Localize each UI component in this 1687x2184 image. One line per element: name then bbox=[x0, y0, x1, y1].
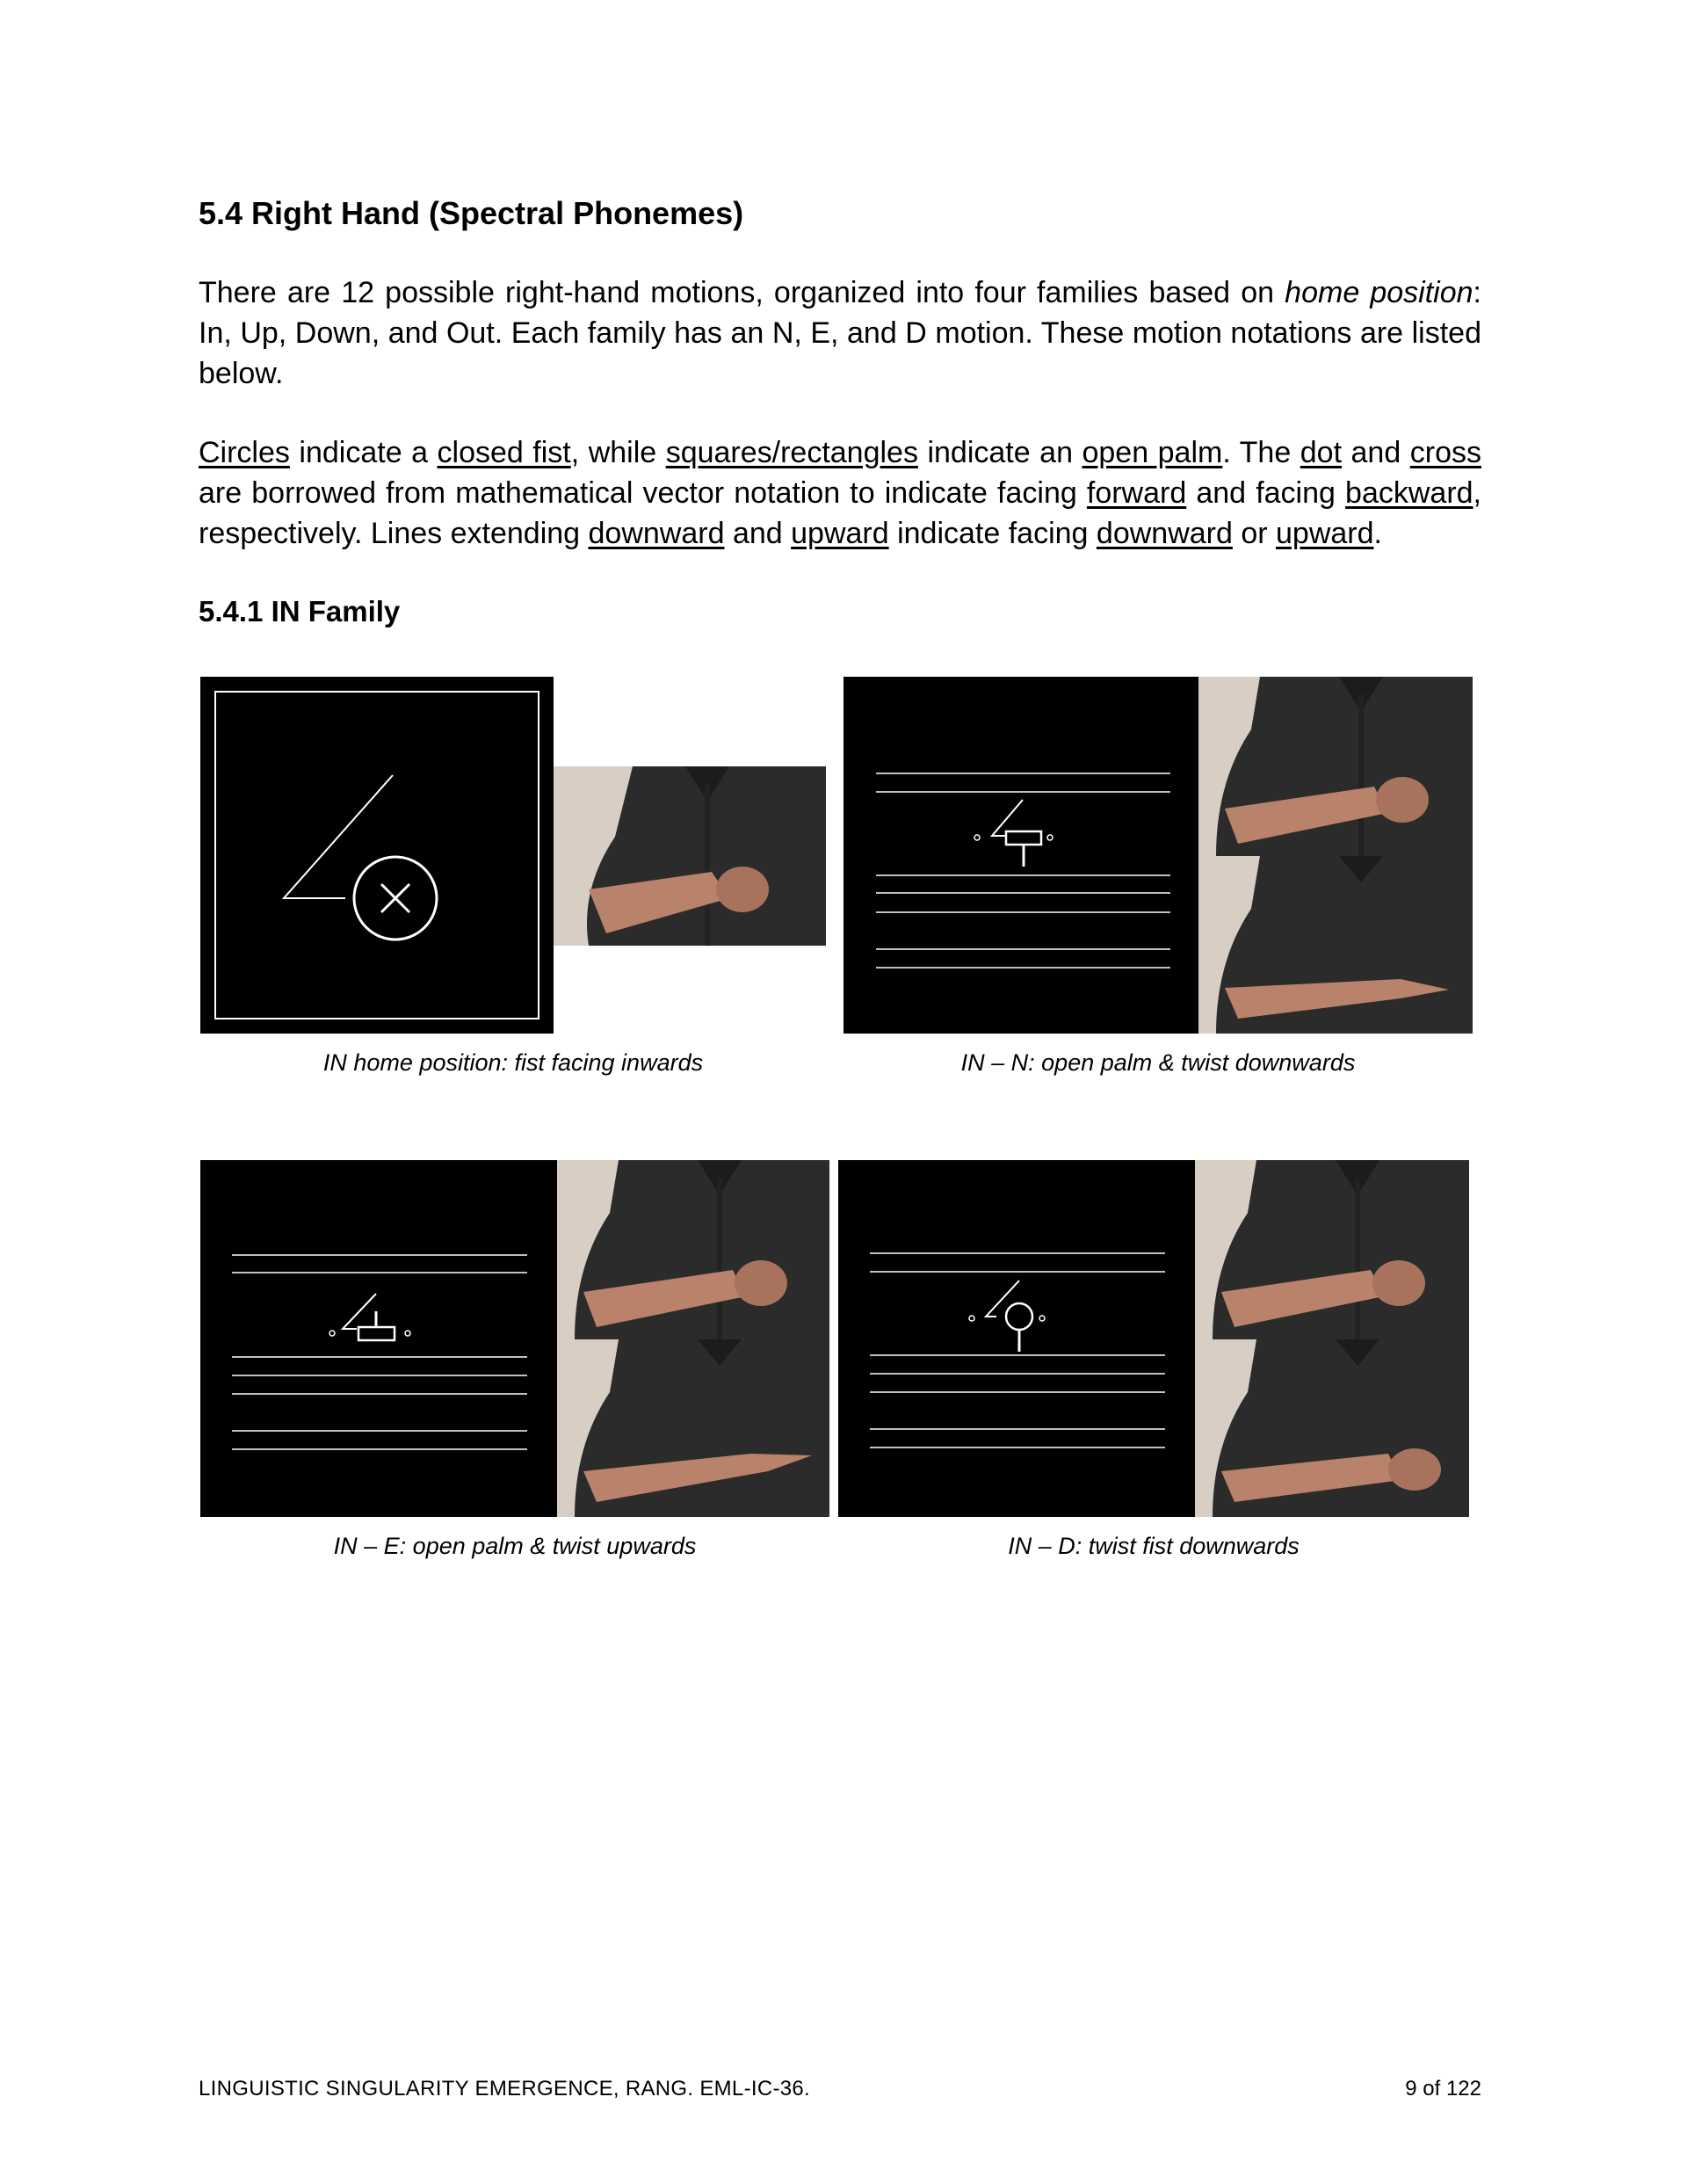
arm-photo bbox=[557, 1339, 829, 1517]
text-run: and bbox=[1342, 436, 1410, 469]
term-forward: forward bbox=[1086, 476, 1187, 510]
text-run: and facing bbox=[1186, 476, 1346, 510]
text-run: indicate facing bbox=[888, 517, 1097, 550]
text-run: indicate an bbox=[917, 436, 1082, 469]
in-e-notation-diagram bbox=[200, 1160, 557, 1517]
term-circles: Circles bbox=[199, 436, 290, 469]
arm-photo bbox=[1195, 1339, 1469, 1517]
in-e-caption: IN – E: open palm & twist upwards bbox=[333, 1533, 697, 1559]
term-cross: cross bbox=[1409, 436, 1481, 469]
arm-photo bbox=[554, 766, 826, 946]
term-squares: squares/rectangles bbox=[665, 436, 918, 469]
arm-photo bbox=[1195, 1160, 1469, 1339]
term-downward: downward bbox=[588, 517, 725, 550]
dot-marker bbox=[1047, 835, 1053, 840]
footer-document-title: LINGUISTIC SINGULARITY EMERGENCE, RANG. EML-IC-36. bbox=[199, 2077, 811, 2101]
in-n-notation-diagram bbox=[844, 677, 1198, 1034]
in-home-notation-figure bbox=[200, 677, 554, 1034]
term-backward: backward bbox=[1345, 476, 1473, 510]
open-palm-rectangle bbox=[1006, 831, 1041, 845]
in-home-photo bbox=[554, 766, 826, 946]
term-closed-fist: closed fist bbox=[437, 436, 571, 469]
in-n-caption: IN – N: open palm & twist downwards bbox=[960, 1049, 1356, 1076]
direction-line bbox=[284, 775, 393, 898]
text-run: , while bbox=[570, 436, 666, 469]
staff-lines bbox=[876, 773, 1170, 968]
in-n-photo-end bbox=[1198, 856, 1473, 1034]
direction-line bbox=[343, 1294, 376, 1329]
arm-photo bbox=[1198, 677, 1473, 856]
direction-line bbox=[986, 1281, 1019, 1317]
staff-lines bbox=[232, 1255, 527, 1449]
closed-fist-circle bbox=[1006, 1303, 1032, 1330]
emphasis-home-position: home position bbox=[1285, 276, 1473, 309]
in-d-notation-figure bbox=[838, 1160, 1195, 1517]
in-n-photo-start bbox=[1198, 677, 1473, 856]
term-open-palm: open palm bbox=[1082, 436, 1223, 469]
dot-marker bbox=[329, 1331, 335, 1336]
text-run: are borrowed from mathematical vector notation to indicate facing bbox=[199, 476, 1087, 510]
in-d-photo-end bbox=[1195, 1339, 1469, 1517]
dot-marker bbox=[1039, 1316, 1045, 1321]
term-upward: upward bbox=[1276, 517, 1374, 550]
footer-page-number: 9 of 122 bbox=[1405, 2077, 1481, 2101]
in-e-photo-start bbox=[557, 1160, 829, 1339]
text-run: . bbox=[1373, 517, 1382, 550]
arm-photo bbox=[1198, 856, 1473, 1034]
text-run: or bbox=[1232, 517, 1277, 550]
in-n-notation-figure bbox=[844, 677, 1198, 1034]
intro-paragraph bbox=[199, 272, 1481, 394]
text-run: There are 12 possible right-hand motions, organized into four families based on bbox=[199, 276, 1285, 309]
notation-paragraph bbox=[199, 432, 1481, 554]
in-home-notation-diagram bbox=[200, 677, 554, 1034]
in-home-caption: IN home position: fist facing inwards bbox=[322, 1049, 704, 1076]
term-downward: downward bbox=[1096, 517, 1233, 550]
dot-marker bbox=[969, 1316, 974, 1321]
in-d-notation-diagram bbox=[838, 1160, 1195, 1517]
in-d-caption: IN – D: twist fist downwards bbox=[1008, 1533, 1300, 1559]
in-e-notation-figure bbox=[200, 1160, 557, 1517]
text-run: : In, Up, Down, and Out. Each family has an N, E, and D motion. These motion notations are listed below. bbox=[199, 276, 1481, 390]
text-run: . The bbox=[1222, 436, 1300, 469]
dot-marker bbox=[405, 1331, 410, 1336]
text-run: , respectively. Lines extending bbox=[199, 476, 1481, 550]
text-run: indicate a bbox=[289, 436, 438, 469]
term-dot: dot bbox=[1300, 436, 1343, 469]
term-upward: upward bbox=[791, 517, 889, 550]
text-run: and bbox=[724, 517, 792, 550]
subsection-title: 5.4.1 IN Family bbox=[199, 595, 401, 628]
arm-photo bbox=[557, 1160, 829, 1339]
open-palm-rectangle bbox=[358, 1327, 395, 1340]
in-d-photo-start bbox=[1195, 1160, 1469, 1339]
frame-border bbox=[215, 692, 539, 1019]
dot-marker bbox=[974, 835, 980, 840]
section-title: 5.4 Right Hand (Spectral Phonemes) bbox=[199, 195, 744, 231]
in-e-photo-end bbox=[557, 1339, 829, 1517]
